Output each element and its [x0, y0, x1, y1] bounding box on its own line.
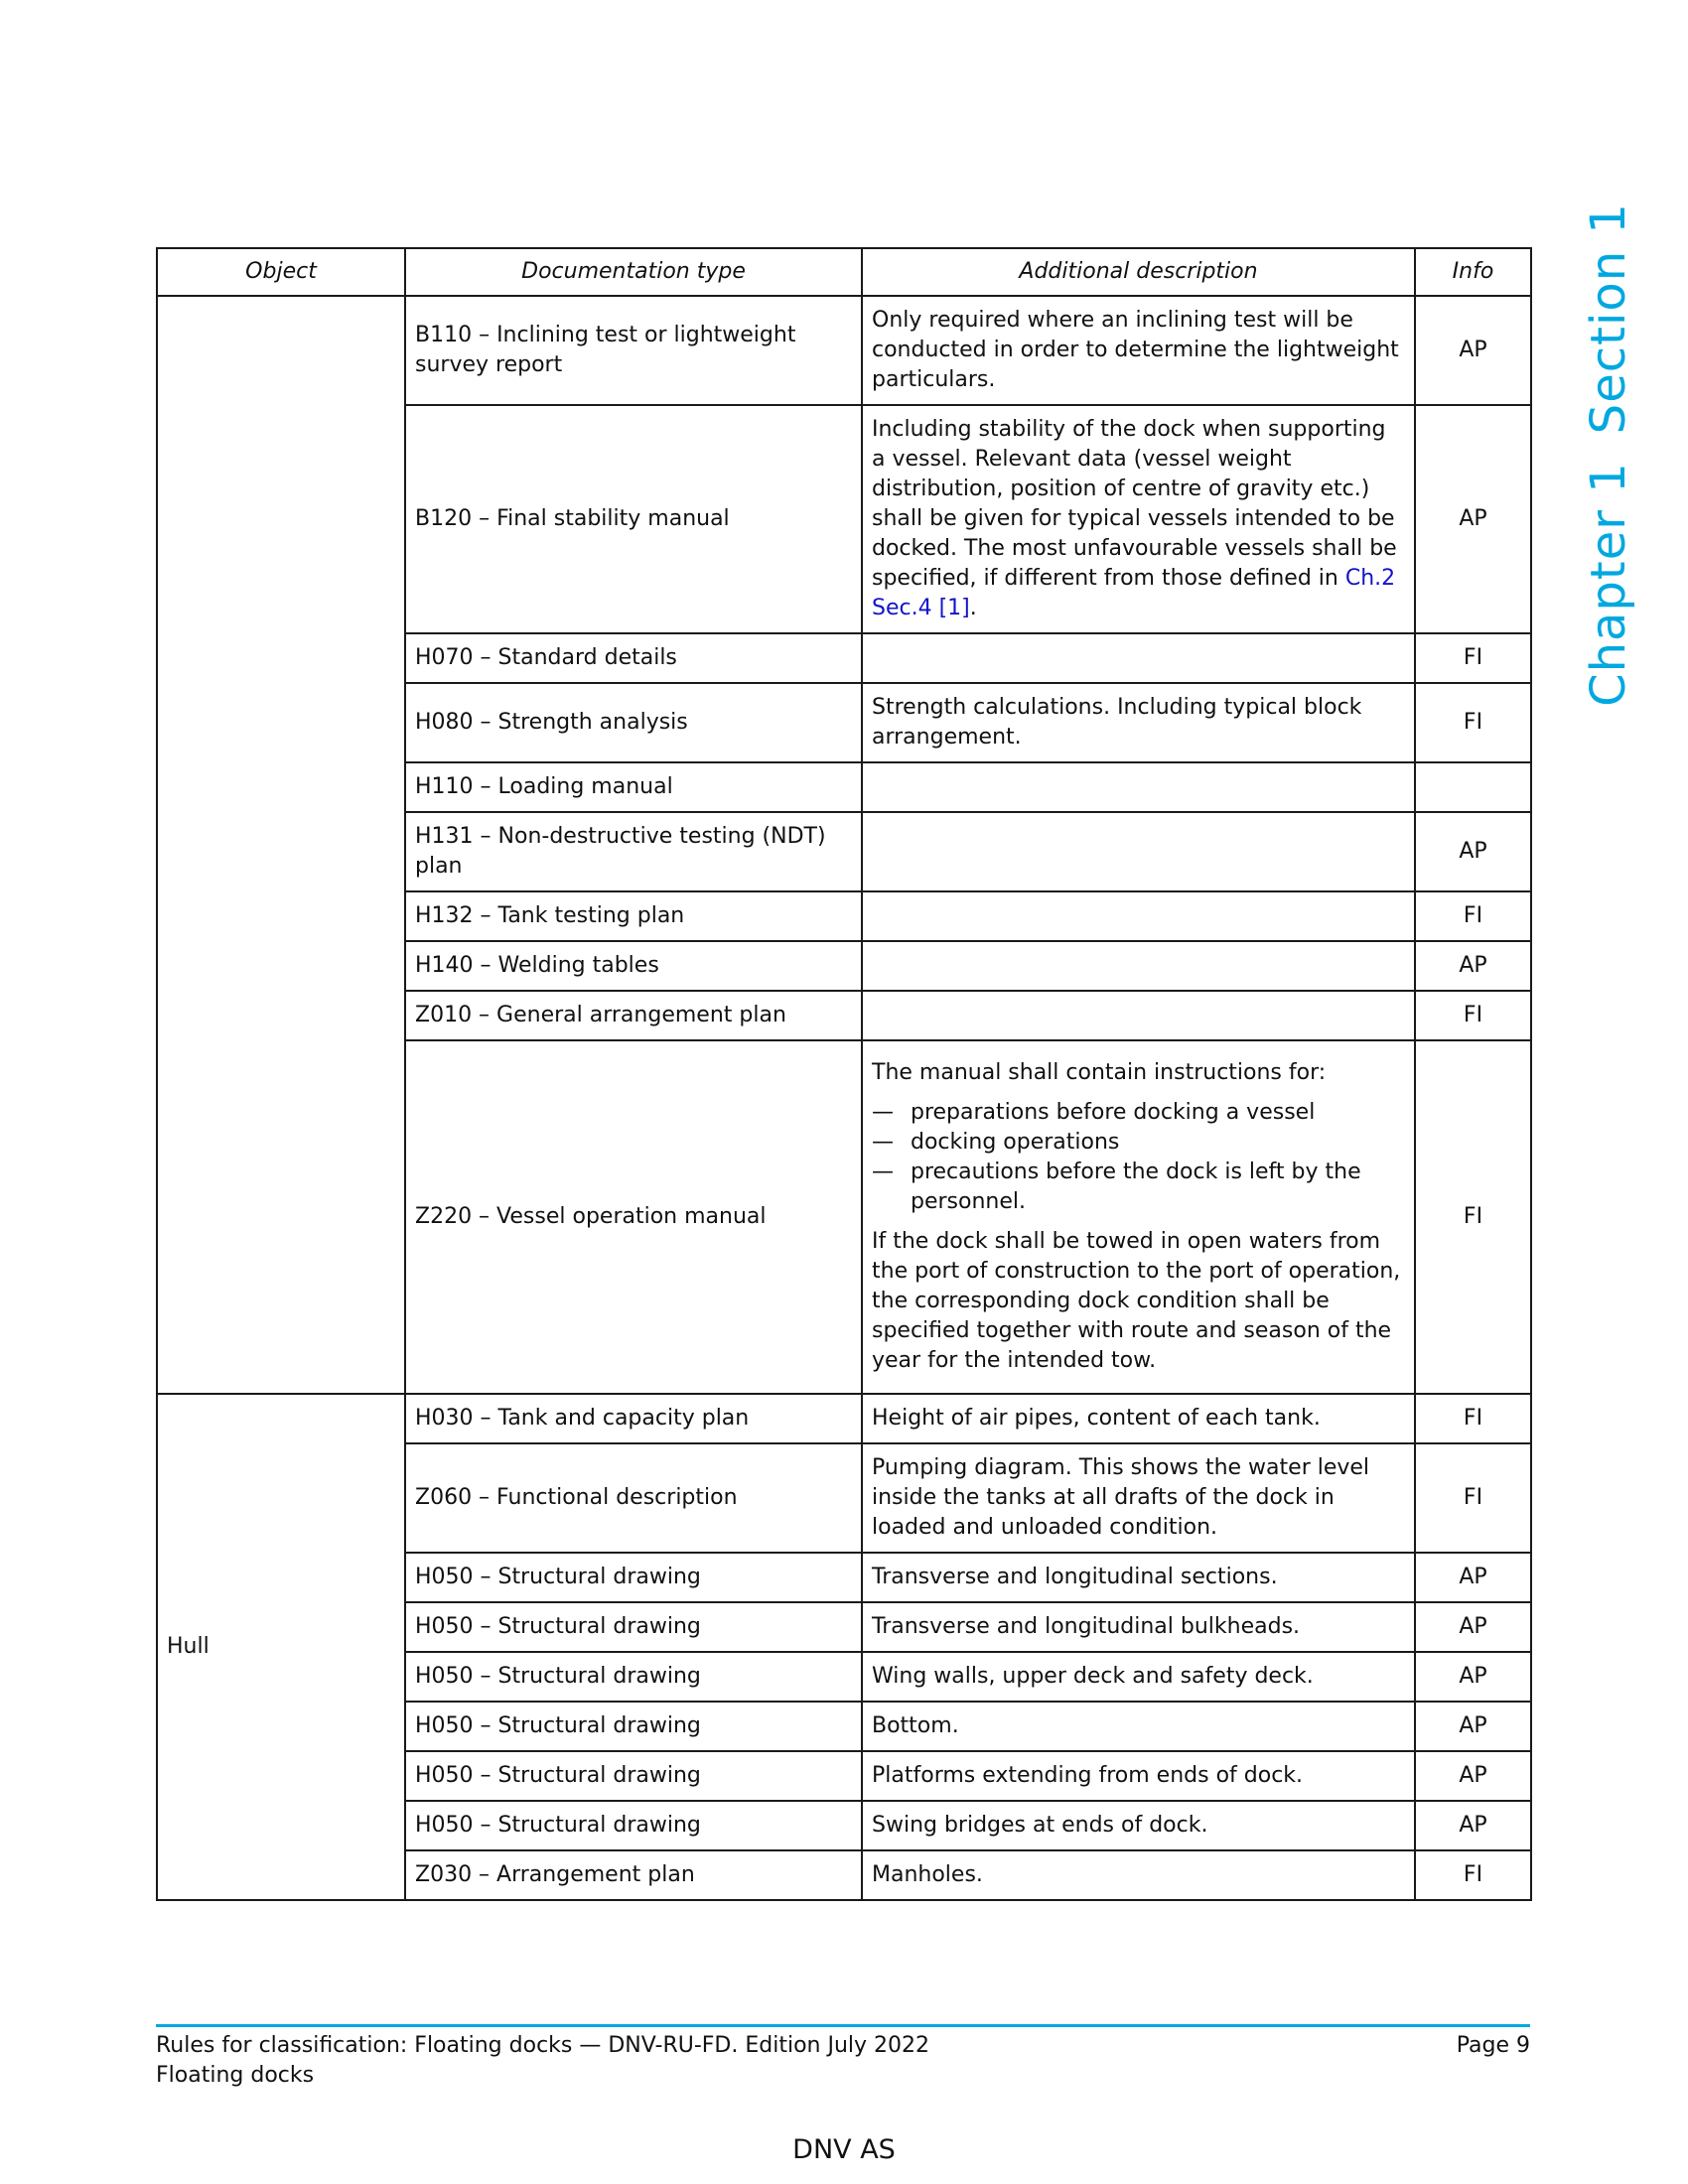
- description-cell: Only required where an inclining test will be conducted in order to determine the lightweight particulars.: [862, 296, 1415, 405]
- doc-type-cell: Z010 – General arrangement plan: [405, 991, 862, 1040]
- doc-type-cell: H132 – Tank testing plan: [405, 891, 862, 941]
- description-cell: Pumping diagram. This shows the water level inside the tanks at all drafts of the dock in loaded and unloaded condition.: [862, 1443, 1415, 1553]
- list-item: — docking operations: [872, 1128, 1405, 1158]
- info-cell: AP: [1415, 1801, 1531, 1850]
- description-cell: [862, 1040, 1415, 1394]
- description-outro: If the dock shall be towed in open waters from the port of construction to the port of operation, the corresponding dock condition shall be specified together with route and season of the year for the intended tow.: [872, 1229, 1401, 1373]
- description-tail: .: [969, 596, 977, 620]
- object-cell-empty: [157, 296, 405, 1394]
- footer-document-info: [156, 2031, 929, 2091]
- table-row: [157, 296, 1531, 405]
- info-cell: FI: [1415, 1040, 1531, 1394]
- description-intro: The manual shall contain instructions for:: [872, 1060, 1327, 1085]
- doc-type-cell: H050 – Structural drawing: [405, 1801, 862, 1850]
- list-item: — precautions before the dock is left by the personnel.: [872, 1158, 1405, 1217]
- rule-reference-link[interactable]: Ch.2 Sec.4 [1]: [872, 566, 1396, 620]
- description-text: Including stability of the dock when supporting a vessel. Relevant data (vessel weight distribution, position of centre of gravity etc.) shall be given for typical vessels intended to be docked. The most unfavourable vessels shall be specified, if different from those defined in: [872, 417, 1397, 591]
- header-documentation-type: Documentation type: [405, 248, 862, 296]
- info-cell: AP: [1415, 405, 1531, 633]
- header-info: Info: [1415, 248, 1531, 296]
- info-cell: FI: [1415, 683, 1531, 762]
- description-cell: Manholes.: [862, 1850, 1415, 1900]
- doc-type-cell: H050 – Structural drawing: [405, 1702, 862, 1751]
- doc-type-cell: H050 – Structural drawing: [405, 1652, 862, 1702]
- table-header-row: [157, 248, 1531, 296]
- info-cell: FI: [1415, 991, 1531, 1040]
- description-cell: Height of air pipes, content of each tank.: [862, 1394, 1415, 1443]
- description-cell: [862, 633, 1415, 683]
- header-object: Object: [157, 248, 405, 296]
- doc-type-cell: H050 – Structural drawing: [405, 1751, 862, 1801]
- description-cell: [862, 762, 1415, 812]
- object-cell-hull: Hull: [157, 1394, 405, 1900]
- doc-type-cell: H070 – Standard details: [405, 633, 862, 683]
- header-additional-description: Additional description: [862, 248, 1415, 296]
- doc-type-cell: Z060 – Functional description: [405, 1443, 862, 1553]
- footer-line-2: Floating docks: [156, 2063, 315, 2088]
- info-cell: AP: [1415, 1702, 1531, 1751]
- info-cell: AP: [1415, 941, 1531, 991]
- chapter-label: Chapter 1: [1581, 462, 1636, 707]
- info-cell: AP: [1415, 1652, 1531, 1702]
- description-cell: [862, 941, 1415, 991]
- doc-type-cell: Z030 – Arrangement plan: [405, 1850, 862, 1900]
- description-cell: [862, 891, 1415, 941]
- info-cell: FI: [1415, 1443, 1531, 1553]
- doc-type-cell: B120 – Final stability manual: [405, 405, 862, 633]
- table-row: [157, 1394, 1531, 1443]
- info-cell: FI: [1415, 1394, 1531, 1443]
- doc-type-cell: H030 – Tank and capacity plan: [405, 1394, 862, 1443]
- description-cell: Swing bridges at ends of dock.: [862, 1801, 1415, 1850]
- doc-type-cell: H050 – Structural drawing: [405, 1553, 862, 1602]
- doc-type-cell: H110 – Loading manual: [405, 762, 862, 812]
- chapter-section-marker: [1581, 203, 1636, 707]
- info-cell: FI: [1415, 1850, 1531, 1900]
- info-cell: FI: [1415, 891, 1531, 941]
- doc-type-cell: Z220 – Vessel operation manual: [405, 1040, 862, 1394]
- footer-line-1: Rules for classification: Floating docks — DNV-RU-FD. Edition July 2022: [156, 2033, 930, 2058]
- instruction-list: [872, 1098, 1405, 1217]
- description-cell: [862, 991, 1415, 1040]
- description-cell: [862, 812, 1415, 891]
- doc-type-cell: H050 – Structural drawing: [405, 1602, 862, 1652]
- description-cell: Transverse and longitudinal sections.: [862, 1553, 1415, 1602]
- description-cell: Transverse and longitudinal bulkheads.: [862, 1602, 1415, 1652]
- info-cell: AP: [1415, 812, 1531, 891]
- info-cell: AP: [1415, 296, 1531, 405]
- info-cell: AP: [1415, 1602, 1531, 1652]
- doc-type-cell: B110 – Inclining test or lightweight survey report: [405, 296, 862, 405]
- description-cell: [862, 405, 1415, 633]
- info-cell: AP: [1415, 1751, 1531, 1801]
- company-name: DNV AS: [792, 2134, 896, 2165]
- info-cell: [1415, 762, 1531, 812]
- doc-type-cell: H080 – Strength analysis: [405, 683, 862, 762]
- documentation-table: [156, 247, 1532, 1901]
- list-item: — preparations before docking a vessel: [872, 1098, 1405, 1128]
- page-number: Page 9: [1456, 2033, 1530, 2058]
- description-cell: Platforms extending from ends of dock.: [862, 1751, 1415, 1801]
- description-cell: Wing walls, upper deck and safety deck.: [862, 1652, 1415, 1702]
- description-cell: Bottom.: [862, 1702, 1415, 1751]
- info-cell: FI: [1415, 633, 1531, 683]
- doc-type-cell: H131 – Non-destructive testing (NDT) plan: [405, 812, 862, 891]
- info-cell: AP: [1415, 1553, 1531, 1602]
- doc-type-cell: H140 – Welding tables: [405, 941, 862, 991]
- description-cell: Strength calculations. Including typical block arrangement.: [862, 683, 1415, 762]
- footer-divider: [156, 2024, 1530, 2027]
- section-label: Section 1: [1581, 203, 1636, 435]
